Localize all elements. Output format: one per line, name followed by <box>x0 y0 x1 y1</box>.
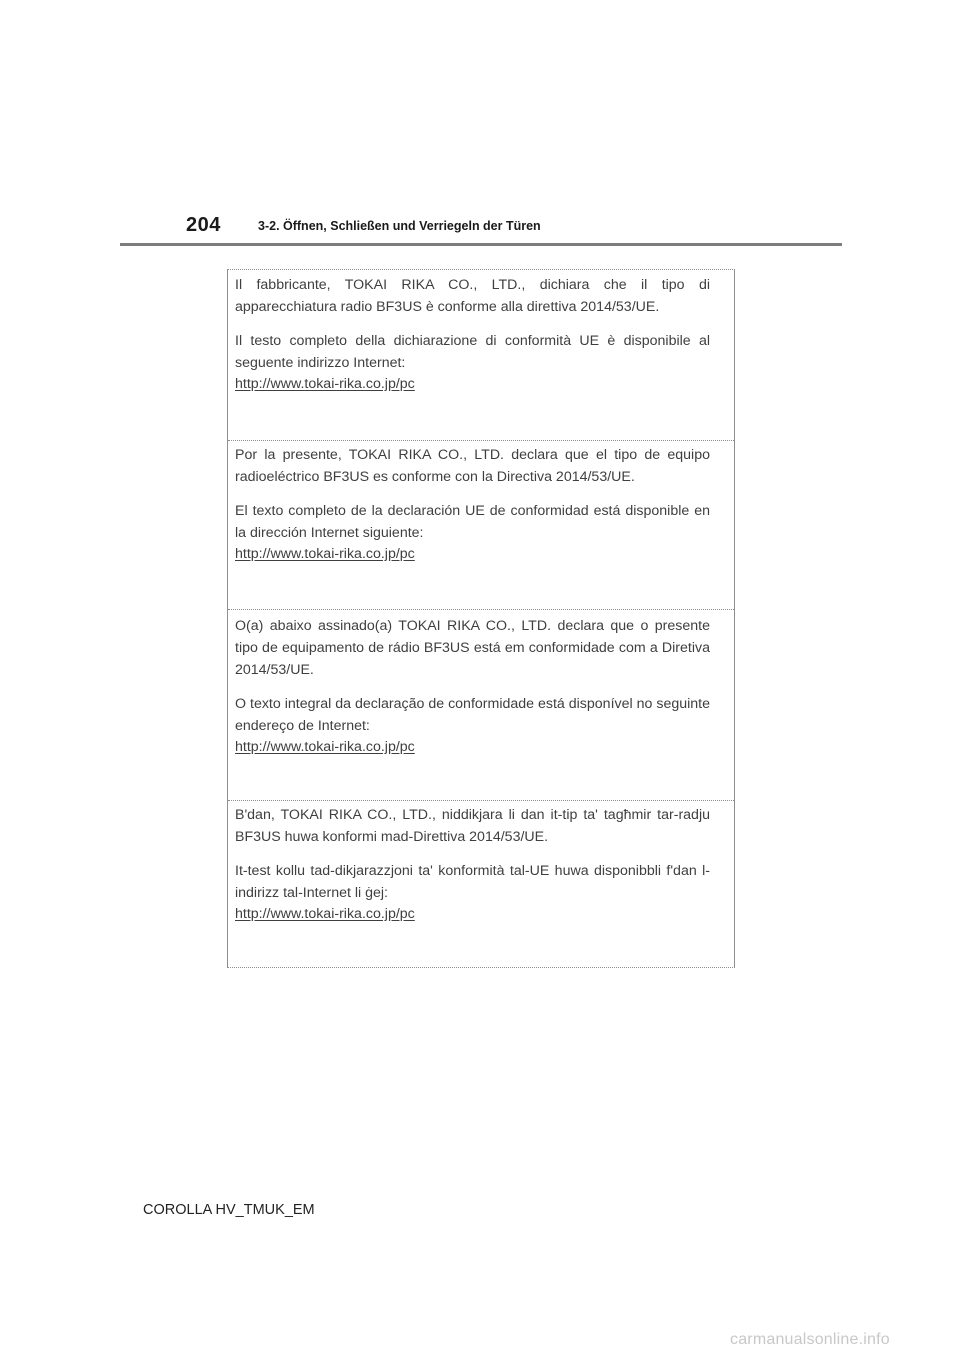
declaration-section-portuguese <box>228 609 734 757</box>
declaration-link[interactable]: http://www.tokai-rika.co.jp/pc <box>235 546 415 562</box>
declaration-availability: O texto integral da declaração de conformidade está disponível no seguinte endereço de Internet: <box>235 696 710 734</box>
declaration-statement: Il fabbricante, TOKAI RIKA CO., LTD., dichiara che il tipo di apparecchiatura radio BF3US è conforme alla direttiva 2014/53/UE. <box>235 277 710 315</box>
declaration-statement: Por la presente, TOKAI RIKA CO., LTD. declara que el tipo de equipo radioeléctrico BF3US es conforme con la Directiva 2014/53/UE. <box>235 447 710 485</box>
declaration-statement: O(a) abaixo assinado(a) TOKAI RIKA CO., LTD. declara que o presente tipo de equipamento de rádio BF3US está em conformidade com a Diretiva 2014/53/UE. <box>235 618 710 678</box>
declaration-link[interactable]: http://www.tokai-rika.co.jp/pc <box>235 906 415 922</box>
declaration-link[interactable]: http://www.tokai-rika.co.jp/pc <box>235 739 415 755</box>
header-divider <box>120 243 842 246</box>
document-code: COROLLA HV_TMUK_EM <box>143 1202 315 1218</box>
section-title: 3-2. Öffnen, Schließen und Verriegeln der Türen <box>258 219 541 233</box>
declaration-section-maltese <box>228 800 734 924</box>
page-number: 204 <box>186 214 221 236</box>
declaration-section-spanish <box>228 440 734 564</box>
declaration-box <box>227 269 735 968</box>
declaration-section-italian <box>228 274 734 394</box>
declaration-availability: El texto completo de la declaración UE de conformidad está disponible en la dirección Internet siguiente: <box>235 503 710 541</box>
declaration-link[interactable]: http://www.tokai-rika.co.jp/pc <box>235 376 415 392</box>
declaration-availability: Il testo completo della dichiarazione di conformità UE è disponibile al seguente indirizzo Internet: <box>235 333 710 371</box>
watermark: carmanualsonline.info <box>730 1331 890 1348</box>
declaration-availability: It-test kollu tad-dikjarazzjoni ta' konformità tal-UE huwa disponibbli f'dan l-indirizz tal-Internet li ġej: <box>235 863 710 901</box>
declaration-statement: B'dan, TOKAI RIKA CO., LTD., niddikjara li dan it-tip ta' tagħmir tar-radju BF3US huwa konformi mad-Direttiva 2014/53/UE. <box>235 807 710 845</box>
